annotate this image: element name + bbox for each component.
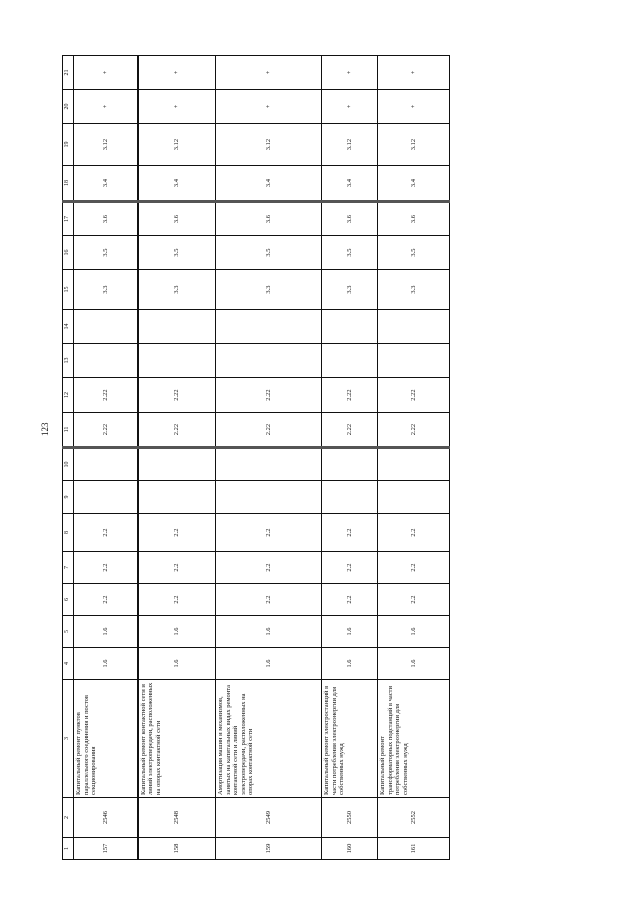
table-cell: [138, 481, 216, 514]
table-cell: 3.6: [322, 202, 378, 236]
table-cell: [378, 310, 450, 344]
column-header: 7: [63, 552, 74, 584]
column-header: 4: [63, 648, 74, 680]
column-header: 10: [63, 448, 74, 481]
column-header: 2: [63, 798, 74, 838]
table-cell: [322, 310, 378, 344]
table-cell: 2.2: [378, 584, 450, 616]
table-cell: 3.4: [378, 166, 450, 202]
table-cell: 1.6: [322, 616, 378, 648]
table-cell: 2.2: [322, 584, 378, 616]
column-header: 1: [63, 838, 74, 860]
column-header: 11: [63, 413, 74, 448]
table-cell: +: [322, 56, 378, 90]
table-cell: 2546: [74, 798, 138, 838]
table-cell: 3.3: [322, 270, 378, 310]
table-cell: 2.2: [74, 552, 138, 584]
table-cell: [74, 344, 138, 378]
table-cell: 2.2: [74, 584, 138, 616]
table-row: [378, 56, 450, 860]
column-header: 6: [63, 584, 74, 616]
table-cell: 2.22: [378, 413, 450, 448]
table-cell: 3.5: [138, 236, 216, 270]
table-cell: 3.4: [74, 166, 138, 202]
data-table: [62, 55, 450, 860]
table-cell: 2.22: [216, 378, 322, 413]
data-table-container: [62, 69, 448, 860]
table-cell: 2549: [216, 798, 322, 838]
table-row: [74, 56, 138, 860]
table-cell: 1.6: [216, 616, 322, 648]
table-row: [216, 56, 322, 860]
table-cell: 158: [138, 838, 216, 860]
table-cell: +: [74, 90, 138, 124]
table-cell: [322, 344, 378, 378]
table-cell: [322, 448, 378, 481]
column-header: 16: [63, 236, 74, 270]
table-cell: [138, 310, 216, 344]
column-header: 17: [63, 202, 74, 236]
table-cell: 1.6: [138, 616, 216, 648]
table-cell: [378, 481, 450, 514]
table-cell: +: [378, 56, 450, 90]
column-header: 3: [63, 680, 74, 798]
column-header: 18: [63, 166, 74, 202]
table-cell: 2.22: [74, 413, 138, 448]
table-cell: [378, 344, 450, 378]
table-cell: [74, 448, 138, 481]
table-cell: 2.22: [138, 413, 216, 448]
column-header: 14: [63, 310, 74, 344]
table-cell: Амортизация машин и механизмов, занятых на капитальных видах ремонта контактной сети и линий электропередачи, расположенных на опорах контактной сети: [216, 680, 322, 798]
table-cell: Капитальный ремонт контактной сети и линий электропередачи, расположенных на опорах контактной сети: [138, 680, 216, 798]
table-cell: 2.2: [322, 514, 378, 552]
table-cell: 3.6: [216, 202, 322, 236]
table-cell: 2.2: [216, 514, 322, 552]
column-header: 21: [63, 56, 74, 90]
table-cell: [74, 481, 138, 514]
table-cell: [322, 481, 378, 514]
table-cell: 2.2: [378, 552, 450, 584]
table-cell: 1.6: [322, 648, 378, 680]
column-header: 5: [63, 616, 74, 648]
table-cell: 3.4: [138, 166, 216, 202]
table-cell: 3.3: [216, 270, 322, 310]
table-cell: [216, 344, 322, 378]
table-cell: 3.4: [216, 166, 322, 202]
table-cell: 2552: [378, 798, 450, 838]
table-cell: 2548: [138, 798, 216, 838]
table-row: [322, 56, 378, 860]
table-cell: +: [138, 90, 216, 124]
table-row: [138, 56, 216, 860]
table-cell: 2.2: [378, 514, 450, 552]
table-cell: 2.2: [138, 584, 216, 616]
table-cell: 159: [216, 838, 322, 860]
table-cell: 3.12: [216, 124, 322, 166]
table-cell: 2.22: [216, 413, 322, 448]
column-header: 9: [63, 481, 74, 514]
table-cell: [74, 310, 138, 344]
table-cell: 2.22: [138, 378, 216, 413]
table-cell: 3.3: [138, 270, 216, 310]
table-cell: +: [378, 90, 450, 124]
page-number: 123: [40, 422, 50, 436]
table-cell: 3.6: [378, 202, 450, 236]
table-cell: +: [74, 56, 138, 90]
table-cell: 3.12: [378, 124, 450, 166]
table-cell: 160: [322, 838, 378, 860]
table-cell: 3.3: [378, 270, 450, 310]
table-cell: 1.6: [74, 616, 138, 648]
table-cell: [216, 481, 322, 514]
table-cell: +: [216, 56, 322, 90]
table-cell: 3.6: [138, 202, 216, 236]
table-cell: 1.6: [138, 648, 216, 680]
table-cell: 157: [74, 838, 138, 860]
column-header: 20: [63, 90, 74, 124]
table-cell: [138, 448, 216, 481]
column-header: 8: [63, 514, 74, 552]
header-row: [63, 56, 74, 860]
table-cell: 2.2: [322, 552, 378, 584]
table-cell: 3.12: [138, 124, 216, 166]
table-cell: 3.4: [322, 166, 378, 202]
table-cell: 2.2: [138, 552, 216, 584]
table-cell: 3.6: [74, 202, 138, 236]
table-cell: 2.2: [216, 552, 322, 584]
table-cell: 1.6: [378, 648, 450, 680]
table-cell: 3.5: [322, 236, 378, 270]
table-cell: 2.2: [216, 584, 322, 616]
table-cell: 3.5: [216, 236, 322, 270]
table-cell: 161: [378, 838, 450, 860]
table-cell: Капитальный ремонт электростанций в части потребления электроэнергии для собственных нужд: [322, 680, 378, 798]
table-cell: 3.3: [74, 270, 138, 310]
table-cell: Капитальный ремонт пунктов параллельного соединения и постов секционирования: [74, 680, 138, 798]
table-cell: 3.12: [322, 124, 378, 166]
table-cell: Капитальный ремонт трансформаторных подстанций в части потребления электроэнергии для собственных нужд: [378, 680, 450, 798]
table-cell: 1.6: [378, 616, 450, 648]
table-cell: 2550: [322, 798, 378, 838]
table-cell: +: [322, 90, 378, 124]
table-cell: [138, 344, 216, 378]
table-cell: +: [138, 56, 216, 90]
table-cell: 3.12: [74, 124, 138, 166]
table-cell: 2.2: [74, 514, 138, 552]
table-cell: 2.22: [322, 413, 378, 448]
table-cell: 2.2: [138, 514, 216, 552]
table-cell: 1.6: [216, 648, 322, 680]
table-cell: 3.5: [378, 236, 450, 270]
column-header: 13: [63, 344, 74, 378]
column-header: 19: [63, 124, 74, 166]
column-header: 15: [63, 270, 74, 310]
table-cell: +: [216, 90, 322, 124]
table-cell: 2.22: [322, 378, 378, 413]
table-cell: 1.6: [74, 648, 138, 680]
column-header: 12: [63, 378, 74, 413]
table-cell: 2.22: [74, 378, 138, 413]
table-cell: [216, 310, 322, 344]
table-cell: [378, 448, 450, 481]
table-cell: 2.22: [378, 378, 450, 413]
table-cell: [216, 448, 322, 481]
table-cell: 3.5: [74, 236, 138, 270]
